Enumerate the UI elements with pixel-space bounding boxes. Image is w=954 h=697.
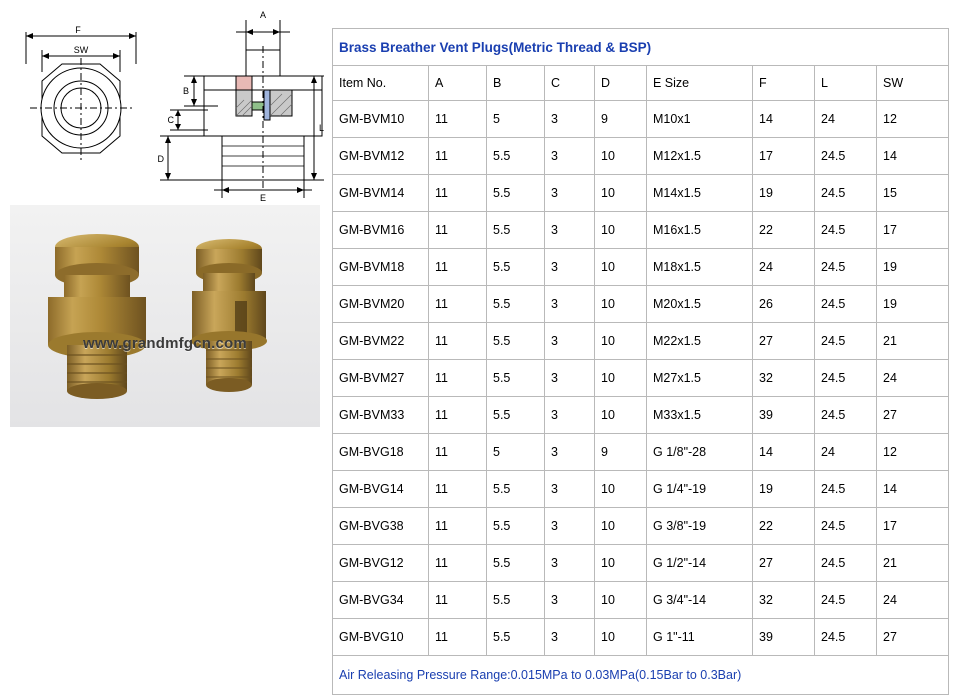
cell-sw: 12: [877, 101, 949, 138]
cell-e-size: M18x1.5: [647, 249, 753, 286]
product-photo: [10, 205, 320, 427]
technical-drawing: [8, 6, 325, 203]
cell-a: 11: [429, 471, 487, 508]
cell-e-size: M27x1.5: [647, 360, 753, 397]
cell-f: 14: [753, 101, 815, 138]
cell-l: 24.5: [815, 397, 877, 434]
table-row: [333, 545, 949, 582]
spec-table-container: [332, 28, 948, 695]
col-header-f: F: [753, 66, 815, 101]
cell-sw: 14: [877, 138, 949, 175]
cell-item-no: GM-BVG38: [333, 508, 429, 545]
cell-l: 24: [815, 101, 877, 138]
cell-a: 11: [429, 212, 487, 249]
cell-e-size: M20x1.5: [647, 286, 753, 323]
cell-e-size: M16x1.5: [647, 212, 753, 249]
cell-b: 5.5: [487, 138, 545, 175]
cell-e-size: G 3/4"-14: [647, 582, 753, 619]
cell-f: 32: [753, 360, 815, 397]
table-row: [333, 212, 949, 249]
cell-d: 10: [595, 545, 647, 582]
cell-item-no: GM-BVG34: [333, 582, 429, 619]
cell-item-no: GM-BVM16: [333, 212, 429, 249]
col-header-c: C: [545, 66, 595, 101]
cell-l: 24.5: [815, 323, 877, 360]
cell-l: 24.5: [815, 545, 877, 582]
cell-b: 5.5: [487, 582, 545, 619]
cell-l: 24.5: [815, 249, 877, 286]
drawing-svg: [8, 6, 325, 203]
cell-item-no: GM-BVM18: [333, 249, 429, 286]
cell-b: 5.5: [487, 175, 545, 212]
pressure-range-note: Air Releasing Pressure Range:0.015MPa to 0.03MPa(0.15Bar to 0.3Bar): [333, 656, 949, 695]
cell-e-size: M14x1.5: [647, 175, 753, 212]
cell-d: 10: [595, 175, 647, 212]
cell-d: 10: [595, 249, 647, 286]
cell-c: 3: [545, 323, 595, 360]
cell-l: 24.5: [815, 212, 877, 249]
cell-d: 10: [595, 360, 647, 397]
cell-d: 10: [595, 212, 647, 249]
cell-c: 3: [545, 434, 595, 471]
cell-l: 24.5: [815, 360, 877, 397]
cell-a: 11: [429, 360, 487, 397]
dim-label-SW: SW: [73, 45, 89, 55]
cell-c: 3: [545, 471, 595, 508]
cell-sw: 12: [877, 434, 949, 471]
cell-item-no: GM-BVM22: [333, 323, 429, 360]
cell-sw: 14: [877, 471, 949, 508]
cell-sw: 19: [877, 286, 949, 323]
cell-c: 3: [545, 249, 595, 286]
cell-f: 22: [753, 212, 815, 249]
cell-l: 24.5: [815, 508, 877, 545]
table-row: [333, 249, 949, 286]
cell-item-no: GM-BVG14: [333, 471, 429, 508]
cell-l: 24.5: [815, 286, 877, 323]
cell-a: 11: [429, 545, 487, 582]
table-row: [333, 286, 949, 323]
col-header-sw: SW: [877, 66, 949, 101]
cell-c: 3: [545, 101, 595, 138]
dim-label-C: C: [167, 115, 174, 125]
cell-d: 10: [595, 582, 647, 619]
table-header-row: [333, 66, 949, 101]
cell-item-no: GM-BVM20: [333, 286, 429, 323]
table-title: Brass Breather Vent Plugs(Metric Thread & BSP): [333, 29, 949, 66]
cell-e-size: M12x1.5: [647, 138, 753, 175]
dim-label-L: L: [319, 123, 325, 133]
cell-e-size: M22x1.5: [647, 323, 753, 360]
cell-f: 14: [753, 434, 815, 471]
col-header-e-size: E Size: [647, 66, 753, 101]
cell-c: 3: [545, 582, 595, 619]
cell-f: 32: [753, 582, 815, 619]
cell-f: 22: [753, 508, 815, 545]
cell-sw: 21: [877, 545, 949, 582]
dim-label-E: E: [259, 193, 267, 203]
cell-e-size: G 1/2"-14: [647, 545, 753, 582]
cell-e-size: M33x1.5: [647, 397, 753, 434]
cell-e-size: G 1/8"-28: [647, 434, 753, 471]
cell-f: 26: [753, 286, 815, 323]
col-header-l: L: [815, 66, 877, 101]
cell-b: 5.5: [487, 508, 545, 545]
cell-sw: 21: [877, 323, 949, 360]
cell-sw: 15: [877, 175, 949, 212]
cell-d: 10: [595, 508, 647, 545]
cell-l: 24.5: [815, 582, 877, 619]
cell-b: 5.5: [487, 619, 545, 656]
cell-item-no: GM-BVM33: [333, 397, 429, 434]
cell-a: 11: [429, 101, 487, 138]
cell-c: 3: [545, 212, 595, 249]
cell-l: 24.5: [815, 471, 877, 508]
cell-a: 11: [429, 397, 487, 434]
table-row: [333, 397, 949, 434]
table-row: [333, 138, 949, 175]
table-row: [333, 101, 949, 138]
cell-b: 5.5: [487, 212, 545, 249]
dim-label-F: F: [75, 25, 81, 35]
cell-l: 24.5: [815, 619, 877, 656]
cell-l: 24.5: [815, 175, 877, 212]
cell-a: 11: [429, 619, 487, 656]
table-row: [333, 619, 949, 656]
dim-label-B: B: [182, 86, 189, 96]
table-row: [333, 175, 949, 212]
cell-d: 10: [595, 397, 647, 434]
cell-f: 27: [753, 323, 815, 360]
cell-item-no: GM-BVG10: [333, 619, 429, 656]
cell-c: 3: [545, 397, 595, 434]
cell-a: 11: [429, 286, 487, 323]
cell-e-size: G 1/4"-19: [647, 471, 753, 508]
cell-f: 19: [753, 175, 815, 212]
cell-b: 5.5: [487, 471, 545, 508]
cell-sw: 27: [877, 397, 949, 434]
cell-c: 3: [545, 545, 595, 582]
cell-b: 5.5: [487, 286, 545, 323]
cell-d: 10: [595, 286, 647, 323]
cell-b: 5.5: [487, 545, 545, 582]
cell-l: 24: [815, 434, 877, 471]
cell-sw: 17: [877, 212, 949, 249]
cell-item-no: GM-BVM12: [333, 138, 429, 175]
cell-f: 39: [753, 619, 815, 656]
cell-c: 3: [545, 175, 595, 212]
cell-d: 10: [595, 138, 647, 175]
cell-item-no: GM-BVG12: [333, 545, 429, 582]
cell-a: 11: [429, 138, 487, 175]
cell-sw: 17: [877, 508, 949, 545]
cell-b: 5: [487, 101, 545, 138]
cell-f: 17: [753, 138, 815, 175]
col-header-item: Item No.: [333, 66, 429, 101]
cell-a: 11: [429, 249, 487, 286]
cell-a: 11: [429, 434, 487, 471]
cell-b: 5.5: [487, 360, 545, 397]
product-photo-svg: [10, 205, 320, 427]
cell-a: 11: [429, 175, 487, 212]
table-note-row: [333, 656, 949, 695]
table-row: [333, 323, 949, 360]
table-title-row: [333, 29, 949, 66]
cell-c: 3: [545, 138, 595, 175]
dim-label-D: D: [157, 154, 164, 164]
cell-a: 11: [429, 582, 487, 619]
cell-c: 3: [545, 360, 595, 397]
cell-a: 11: [429, 323, 487, 360]
table-row: [333, 434, 949, 471]
photo-watermark: www.grandmfgcn.com: [83, 335, 247, 352]
cell-sw: 27: [877, 619, 949, 656]
cell-sw: 24: [877, 360, 949, 397]
cell-c: 3: [545, 619, 595, 656]
spec-table: [332, 28, 949, 695]
cell-sw: 24: [877, 582, 949, 619]
cell-f: 19: [753, 471, 815, 508]
cell-b: 5.5: [487, 397, 545, 434]
table-row: [333, 360, 949, 397]
cell-l: 24.5: [815, 138, 877, 175]
cell-b: 5.5: [487, 323, 545, 360]
cell-e-size: G 1"-11: [647, 619, 753, 656]
table-row: [333, 508, 949, 545]
col-header-a: A: [429, 66, 487, 101]
cell-c: 3: [545, 508, 595, 545]
cell-d: 10: [595, 323, 647, 360]
cell-sw: 19: [877, 249, 949, 286]
cell-b: 5.5: [487, 249, 545, 286]
cell-e-size: M10x1: [647, 101, 753, 138]
dim-label-A: A: [259, 10, 267, 20]
table-row: [333, 471, 949, 508]
cell-item-no: GM-BVM10: [333, 101, 429, 138]
cell-b: 5: [487, 434, 545, 471]
cell-f: 24: [753, 249, 815, 286]
cell-item-no: GM-BVG18: [333, 434, 429, 471]
cell-c: 3: [545, 286, 595, 323]
cell-a: 11: [429, 508, 487, 545]
cell-d: 10: [595, 471, 647, 508]
cell-item-no: GM-BVM14: [333, 175, 429, 212]
cell-f: 39: [753, 397, 815, 434]
table-row: [333, 582, 949, 619]
cell-d: 9: [595, 434, 647, 471]
left-column: [0, 0, 330, 697]
cell-e-size: G 3/8"-19: [647, 508, 753, 545]
cell-d: 10: [595, 619, 647, 656]
cell-f: 27: [753, 545, 815, 582]
cell-item-no: GM-BVM27: [333, 360, 429, 397]
col-header-b: B: [487, 66, 545, 101]
col-header-d: D: [595, 66, 647, 101]
cell-d: 9: [595, 101, 647, 138]
